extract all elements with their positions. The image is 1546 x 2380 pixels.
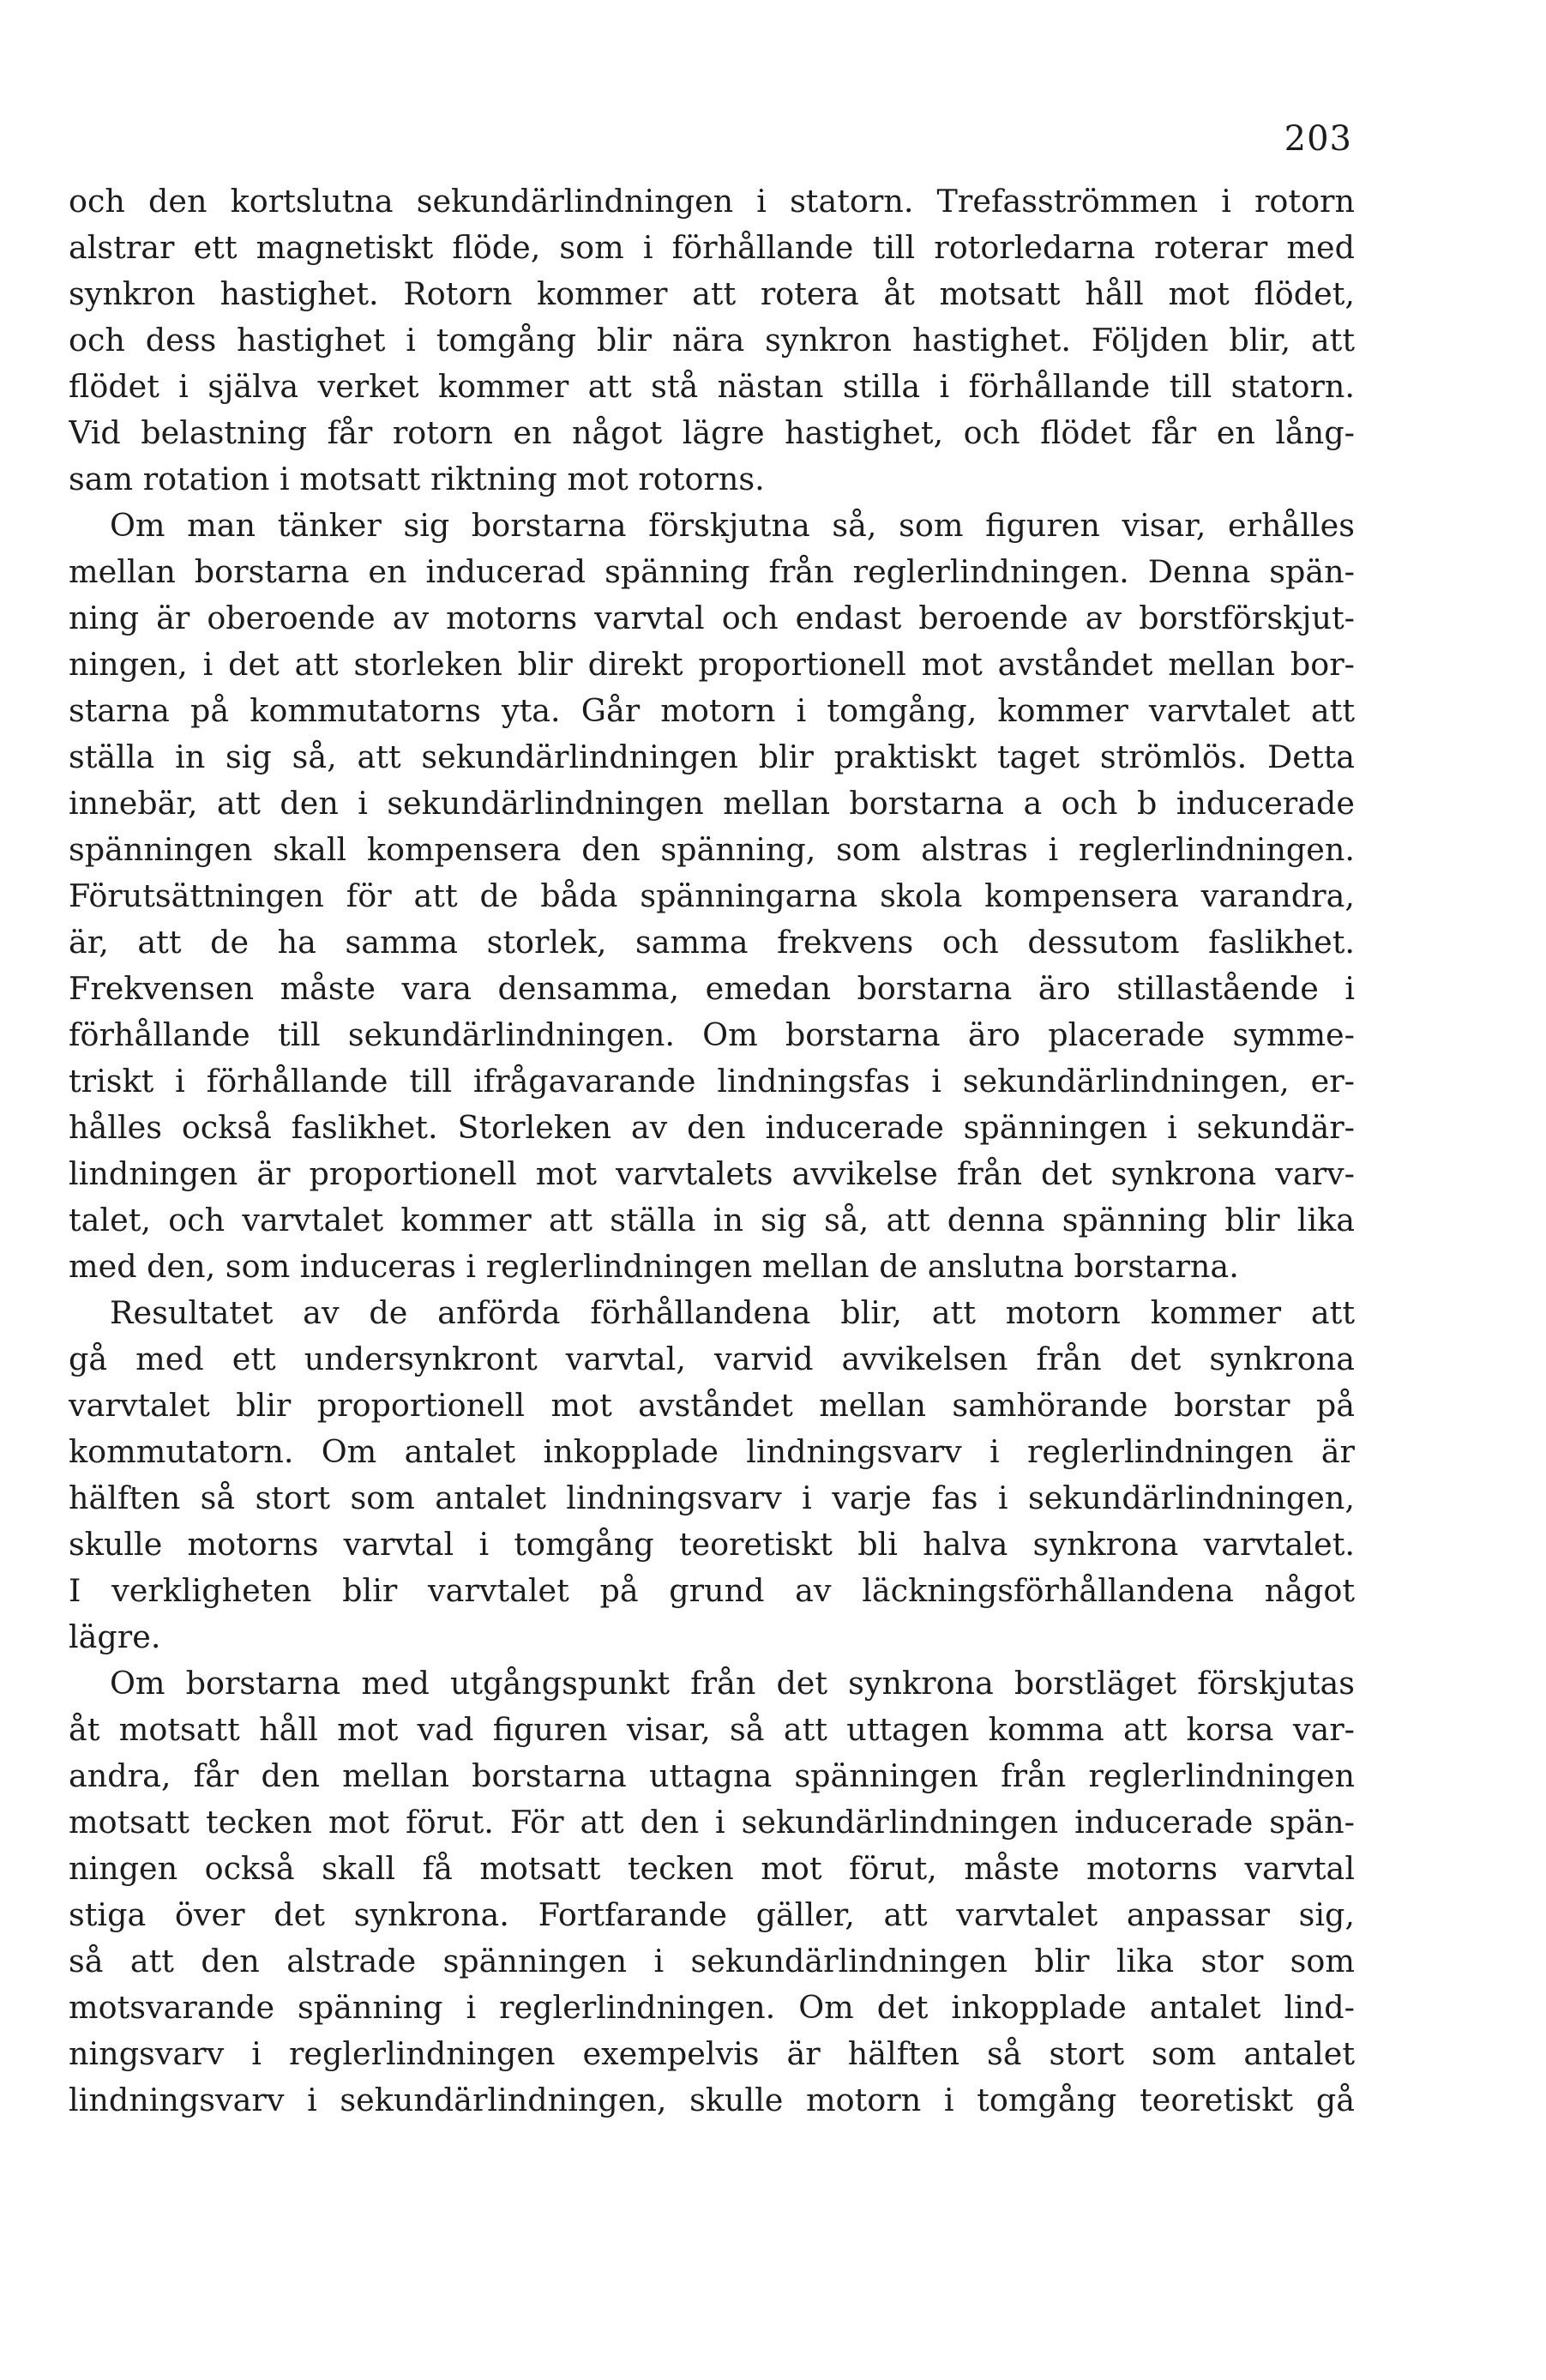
text-line: är, att de ha samma storlek, samma frekvens och dessutom faslikhet. — [69, 924, 1355, 961]
text-line: åt motsatt håll mot vad figuren visar, så att uttagen komma att korsa var- — [69, 1711, 1355, 1748]
text-line: hålles också faslikhet. Storleken av den inducerade spänningen i sekundär- — [69, 1109, 1355, 1146]
text-line: spänningen skall kompensera den spänning, som alstras i reglerlindningen. — [69, 831, 1355, 868]
text-line: och dess hastighet i tomgång blir nära synkron hastighet. Följden blir, att — [69, 322, 1355, 359]
text-line: lindningsvarv i sekundärlindningen, skulle motorn i tomgång teoretiskt gå — [69, 2082, 1355, 2118]
text-line: ningsvarv i reglerlindningen exempelvis är hälften så stort som antalet — [69, 2035, 1355, 2072]
text-line: mellan borstarna en inducerad spänning från reglerlindningen. Denna spän- — [69, 553, 1355, 590]
text-line: med den, som induceras i reglerlindningen mellan de anslutna borstarna. — [69, 1248, 1239, 1285]
text-line: och den kortslutna sekundärlindningen i statorn. Trefasströmmen i rotorn — [69, 183, 1355, 220]
text-line: skulle motorns varvtal i tomgång teoretiskt bli halva synkrona varvtalet. — [69, 1526, 1355, 1563]
text-line: lägre. — [69, 1618, 161, 1655]
text-line: alstrar ett magnetiskt flöde, som i förhållande till rotorledarna roterar med — [69, 229, 1355, 266]
text-line: Resultatet av de anförda förhållandena blir, att motorn kommer att — [110, 1294, 1355, 1331]
text-line: stiga över det synkrona. Fortfarande gäller, att varvtalet anpassar sig, — [69, 1896, 1355, 1933]
paragraph-4 — [69, 1660, 1355, 2124]
page-number: 203 — [1284, 119, 1352, 159]
body-text — [69, 178, 1355, 2124]
paragraph-1 — [69, 178, 1355, 503]
text-line: kommutatorn. Om antalet inkopplade lindningsvarv i reglerlindningen är — [69, 1433, 1355, 1470]
text-line: hälften så stort som antalet lindningsvarv i varje fas i sekundärlindningen, — [69, 1479, 1355, 1516]
paragraph-3 — [69, 1290, 1355, 1660]
paragraph-2 — [69, 503, 1355, 1290]
text-line: I verkligheten blir varvtalet på grund av läckningsförhållandena något — [69, 1572, 1355, 1609]
text-line: synkron hastighet. Rotorn kommer att rotera åt motsatt håll mot flödet, — [69, 275, 1355, 312]
text-line: sam rotation i motsatt riktning mot rotorns. — [69, 461, 765, 497]
text-line: Frekvensen måste vara densamma, emedan borstarna äro stillastående i — [69, 970, 1355, 1007]
text-line: Vid belastning får rotorn en något lägre hastighet, och flödet får en lång- — [69, 414, 1355, 451]
text-line: starna på kommutatorns yta. Går motorn i tomgång, kommer varvtalet att — [69, 692, 1355, 729]
text-line: Om borstarna med utgångspunkt från det synkrona borstläget förskjutas — [110, 1665, 1355, 1702]
text-line: lindningen är proportionell mot varvtalets avvikelse från det synkrona varv- — [69, 1155, 1355, 1192]
text-line: ning är oberoende av motorns varvtal och endast beroende av borstförskjut- — [69, 600, 1355, 636]
text-line: Förutsättningen för att de båda spänningarna skola kompensera varandra, — [69, 877, 1355, 914]
text-line: ningen också skall få motsatt tecken mot förut, måste motorns varvtal — [69, 1850, 1355, 1887]
text-line: ningen, i det att storleken blir direkt proportionell mot avståndet mellan bor- — [69, 646, 1355, 683]
text-line: Om man tänker sig borstarna förskjutna så, som figuren visar, erhålles — [110, 507, 1355, 544]
text-line: gå med ett undersynkront varvtal, varvid avvikelsen från det synkrona — [69, 1341, 1355, 1377]
text-line: flödet i själva verket kommer att stå nästan stilla i förhållande till statorn. — [69, 368, 1355, 405]
text-line: talet, och varvtalet kommer att ställa in sig så, att denna spänning blir lika — [69, 1202, 1355, 1238]
text-line: triskt i förhållande till ifrågavarande lindningsfas i sekundärlindningen, er- — [69, 1063, 1355, 1100]
text-line: så att den alstrade spänningen i sekundärlindningen blir lika stor som — [69, 1943, 1355, 1979]
text-line: andra, får den mellan borstarna uttagna spänningen från reglerlindningen — [69, 1757, 1355, 1794]
text-line: varvtalet blir proportionell mot avståndet mellan samhörande borstar på — [69, 1387, 1355, 1424]
text-line: innebär, att den i sekundärlindningen mellan borstarna a och b inducerade — [69, 785, 1355, 822]
text-line: motsvarande spänning i reglerlindningen. Om det inkopplade antalet lind- — [69, 1989, 1355, 2026]
text-line: förhållande till sekundärlindningen. Om borstarna äro placerade symme- — [69, 1016, 1355, 1053]
text-line: motsatt tecken mot förut. För att den i sekundärlindningen inducerade spän- — [69, 1804, 1355, 1841]
text-line: ställa in sig så, att sekundärlindningen blir praktiskt taget strömlös. Detta — [69, 738, 1355, 775]
